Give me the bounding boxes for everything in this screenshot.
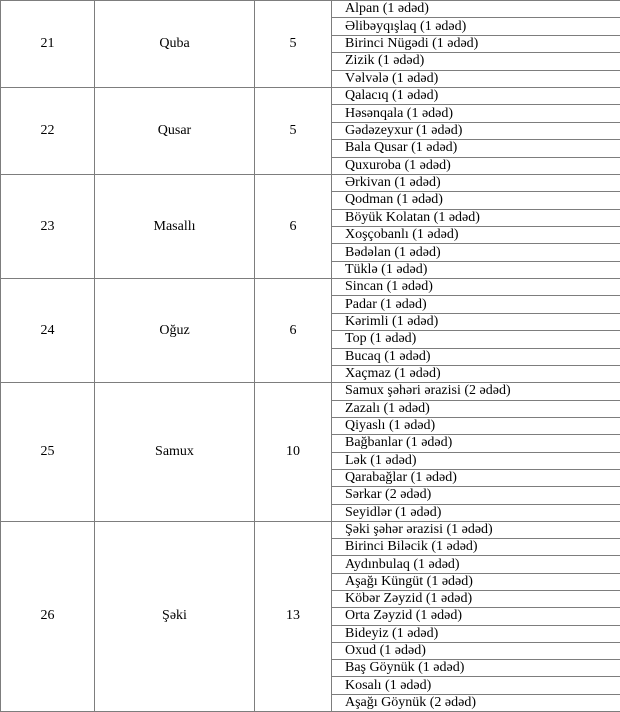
- village-cell: Ərkivan (1 ədəd): [332, 175, 620, 192]
- district-name-cell: Masallı: [95, 175, 255, 278]
- village-cell: Bucaq (1 ədəd): [332, 349, 620, 366]
- village-cell: Qiyaslı (1 ədəd): [332, 418, 620, 435]
- village-cell: Birinci Nügədi (1 ədəd): [332, 36, 620, 53]
- village-cell: Qalacıq (1 ədəd): [332, 88, 620, 105]
- village-cell: Sərkar (2 ədəd): [332, 487, 620, 504]
- village-cell: Kərimli (1 ədəd): [332, 314, 620, 331]
- district-name-cell: Quba: [95, 1, 255, 87]
- row-number-cell: 26: [1, 522, 95, 711]
- count-cell: 5: [255, 1, 332, 87]
- row-number-cell: 25: [1, 383, 95, 521]
- count-cell: 6: [255, 175, 332, 278]
- village-cell: Böyük Kolatan (1 ədəd): [332, 210, 620, 227]
- village-cell: Əlibəyqışlaq (1 ədəd): [332, 18, 620, 35]
- village-cell: Alpan (1 ədəd): [332, 1, 620, 18]
- village-cell: Padar (1 ədəd): [332, 296, 620, 313]
- village-cell: Quxuroba (1 ədəd): [345, 157, 451, 173]
- row-number-cell: 21: [1, 1, 95, 87]
- district-name-cell: Oğuz: [95, 279, 255, 382]
- village-list: [332, 88, 620, 174]
- village-cell: Bala Qusar (1 ədəd): [332, 140, 620, 157]
- village-cell: Vəlvələ (1 ədəd): [345, 70, 439, 86]
- district-group-row: [1, 279, 620, 383]
- village-cell: Bədəlan (1 ədəd): [332, 244, 620, 261]
- village-cell: Aşağı Küngüt (1 ədəd): [332, 574, 620, 591]
- count-cell: 6: [255, 279, 332, 382]
- village-cell: Aşağı Göynük (2 ədəd): [345, 694, 477, 710]
- village-cell: Şəki şəhər ərazisi (1 ədəd): [332, 522, 620, 539]
- row-number-cell: 24: [1, 279, 95, 382]
- village-cell: Kosalı (1 ədəd): [332, 677, 620, 694]
- count-cell: 13: [255, 522, 332, 711]
- count-cell: 10: [255, 383, 332, 521]
- village-cell: Gədəzeyxur (1 ədəd): [332, 123, 620, 140]
- village-cell: Lək (1 ədəd): [332, 453, 620, 470]
- district-group-row: [1, 522, 620, 711]
- district-name-cell: Qusar: [95, 88, 255, 174]
- village-cell: Zizik (1 ədəd): [332, 53, 620, 70]
- village-cell: Qodman (1 ədəd): [332, 192, 620, 209]
- district-group-row: [1, 383, 620, 522]
- district-name-cell: Samux: [95, 383, 255, 521]
- village-list: [332, 1, 620, 87]
- village-cell: Samux şəhəri ərazisi (2 ədəd): [332, 383, 620, 400]
- village-list: [332, 175, 620, 278]
- village-cell: Orta Zəyzid (1 ədəd): [332, 608, 620, 625]
- village-list: [332, 522, 620, 711]
- village-cell: Xaçmaz (1 ədəd): [345, 366, 441, 382]
- district-group-row: [1, 88, 620, 175]
- village-cell: Qarabağlar (1 ədəd): [332, 470, 620, 487]
- village-cell: Seyidlər (1 ədəd): [345, 504, 442, 520]
- village-cell: Bideyiz (1 ədəd): [332, 626, 620, 643]
- village-cell: Sincan (1 ədəd): [332, 279, 620, 296]
- village-cell: Birinci Biləcik (1 ədəd): [332, 539, 620, 556]
- count-cell: 5: [255, 88, 332, 174]
- row-number-cell: 23: [1, 175, 95, 278]
- village-cell: Bağbanlar (1 ədəd): [332, 435, 620, 452]
- village-cell: Baş Göynük (1 ədəd): [332, 660, 620, 677]
- village-list: [332, 279, 620, 382]
- district-group-row: [1, 1, 620, 88]
- village-cell: Həsənqala (1 ədəd): [332, 105, 620, 122]
- village-cell: Oxud (1 ədəd): [332, 643, 620, 660]
- village-cell: Xoşçobanlı (1 ədəd): [332, 227, 620, 244]
- village-cell: Köbər Zəyzid (1 ədəd): [332, 591, 620, 608]
- village-cell: Top (1 ədəd): [332, 331, 620, 348]
- village-cell: Aydınbulaq (1 ədəd): [332, 556, 620, 573]
- village-list: [332, 383, 620, 521]
- village-cell: Tüklə (1 ədəd): [345, 261, 428, 277]
- row-number-cell: 22: [1, 88, 95, 174]
- district-name-cell: Şəki: [95, 522, 255, 711]
- village-cell: Zazalı (1 ədəd): [332, 401, 620, 418]
- district-group-row: [1, 175, 620, 279]
